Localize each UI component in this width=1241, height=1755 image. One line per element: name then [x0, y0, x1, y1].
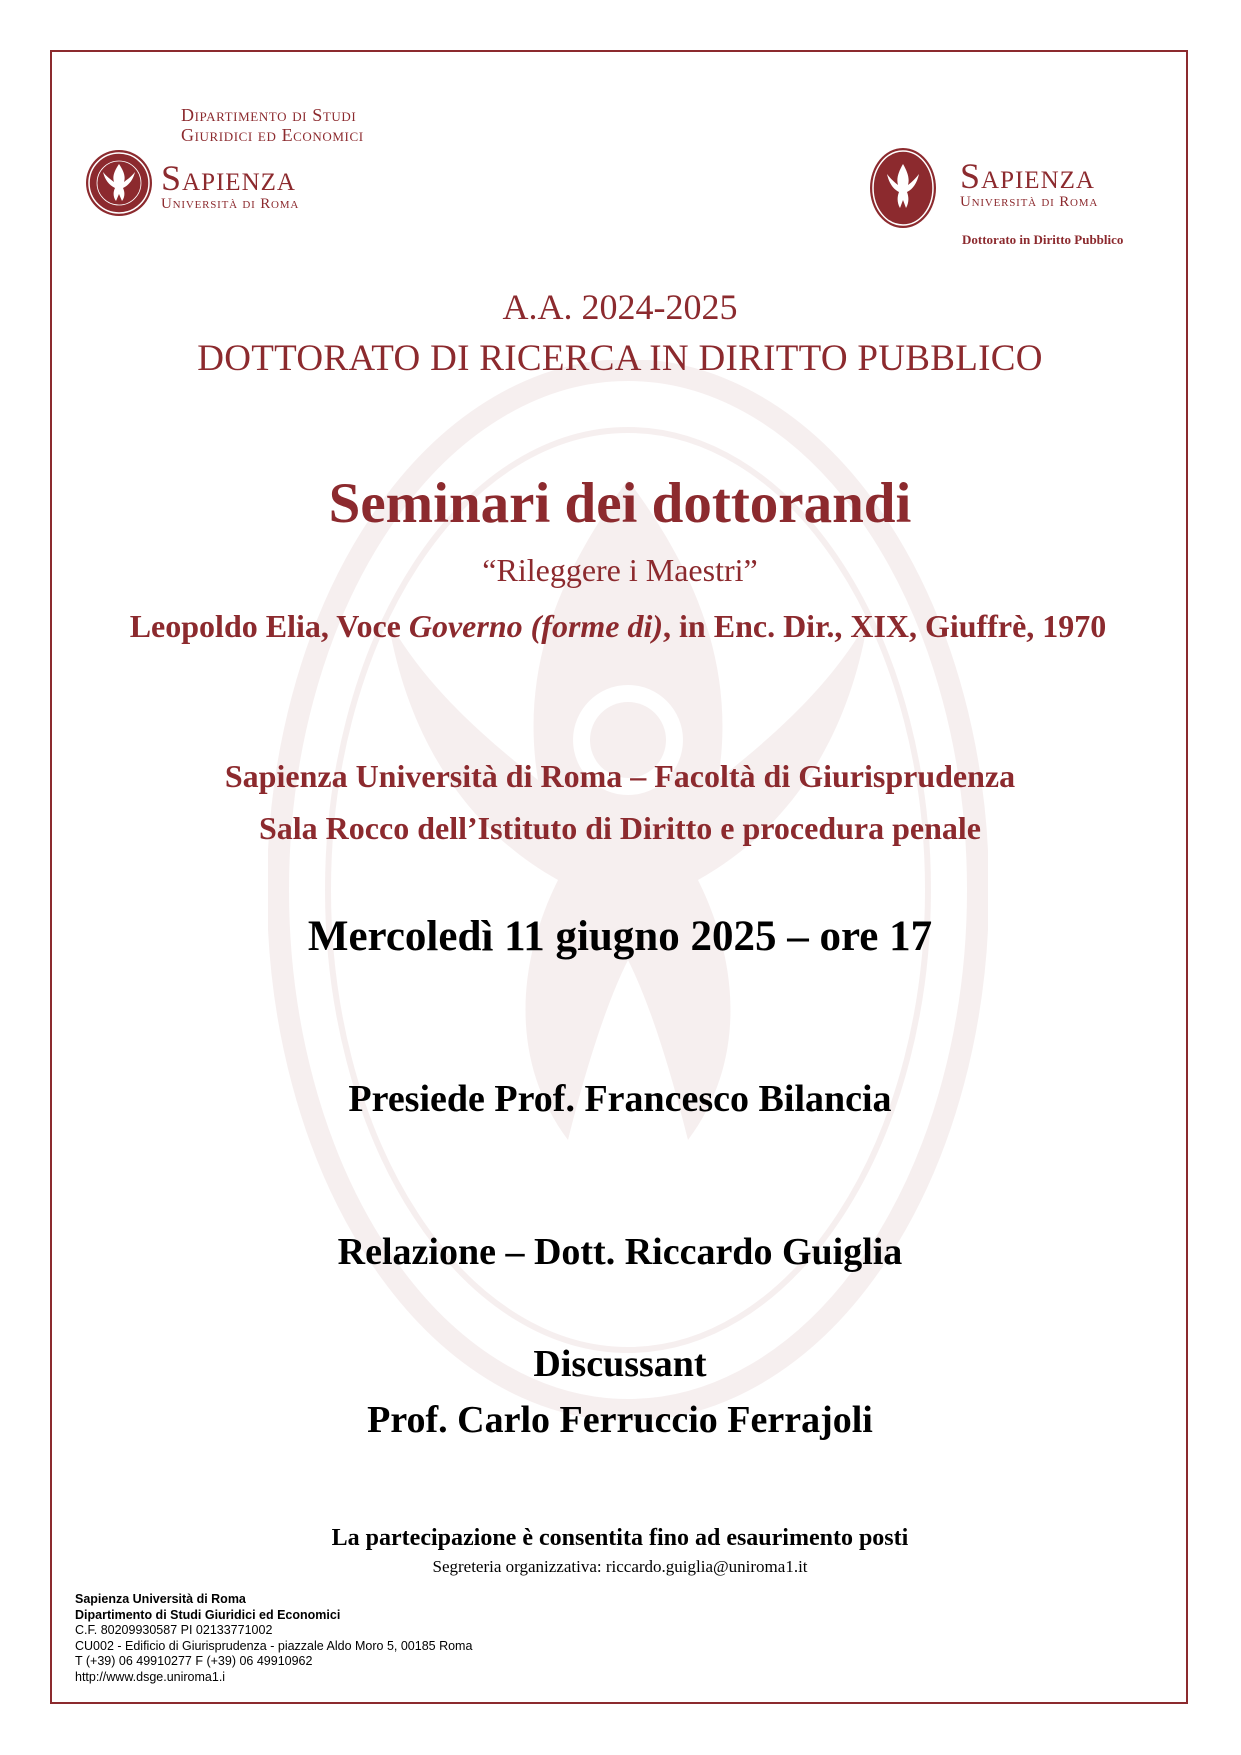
footer-line: T (+39) 06 49910277 F (+39) 06 49910962	[75, 1654, 313, 1669]
event-date-time: Mercoledì 11 giugno 2025 – ore 17	[307, 913, 933, 960]
reference-text: Leopoldo Elia, Voce	[129, 608, 409, 644]
speaker: Relazione – Dott. Riccardo Guiglia	[337, 1231, 903, 1273]
discussant-name: Prof. Carlo Ferruccio Ferrajoli	[367, 1399, 873, 1441]
reading-reference	[88, 600, 1148, 652]
participation-note: La partecipazione è consentita fino ad esaurimento posti	[331, 1525, 909, 1551]
doctorate-title: DOTTORATO DI RICERCA IN DIRITTO PUBBLICO	[197, 338, 1043, 379]
location-line-2: Sala Rocco dell’Istituto di Diritto e procedura penale	[258, 810, 981, 846]
location-line-1: Sapienza Università di Roma – Facoltà di Giurisprudenza	[224, 758, 1016, 794]
footer-contact	[75, 1592, 472, 1686]
academic-year: A.A. 2024-2025	[502, 287, 738, 327]
footer-url[interactable]: http://www.dsge.uniroma1.i	[75, 1669, 226, 1684]
chair: Presiede Prof. Francesco Bilancia	[348, 1078, 892, 1120]
sapienza-seal-icon	[86, 150, 152, 216]
sapienza-seal-icon	[870, 148, 936, 228]
secretariat-contact: Segreteria organizzativa: riccardo.guiglia@uniroma1.it	[432, 1557, 808, 1576]
seminar-subtitle: “Rileggere i Maestri”	[482, 552, 758, 588]
sapienza-wordmark: Sapienza Università di Roma	[161, 158, 300, 212]
department-name: Dipartimento di Studi Giuridici ed Economici	[181, 105, 364, 145]
program-label: Dottorato in Diritto Pubblico	[962, 232, 1124, 247]
footer-line: Sapienza Università di Roma	[75, 1592, 246, 1606]
sapienza-wordmark: Sapienza Università di Roma	[960, 156, 1099, 210]
footer-line: CU002 - Edificio di Giurisprudenza - piazzale Aldo Moro 5, 00185 Roma	[75, 1638, 473, 1653]
footer-line: Dipartimento di Studi Giuridici ed Economici	[75, 1607, 341, 1622]
reference-italic: Governo (forme di)	[408, 608, 664, 644]
seminar-title: Seminari dei dottorandi	[328, 472, 912, 535]
footer-line: C.F. 80209930587 PI 02133771002	[75, 1623, 273, 1638]
discussant-label: Discussant	[533, 1343, 707, 1385]
reference-text: , in Enc. Dir., XIX, Giuffrè, 1970	[663, 608, 1107, 644]
